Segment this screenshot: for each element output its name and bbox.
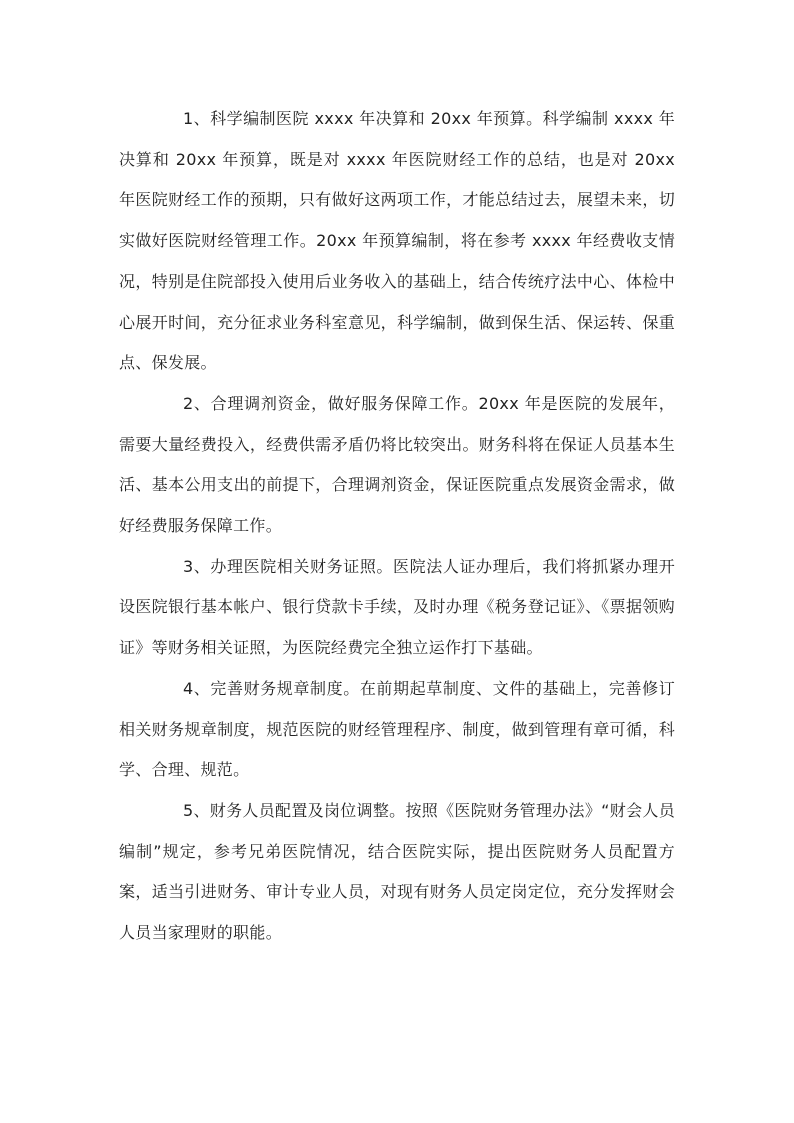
- paragraph-5: 5、财务人员配置及岗位调整。按照《医院财务管理办法》“财会人员编制”规定，参考兄弟医院情况，结合医院实际，提出医院财务人员配置方案，适当引进财务、审计专业人员，对现有财务人员定岗定位，充分发挥财会人员当家理财的职能。: [119, 800, 675, 943]
- paragraph-2: 2、合理调剂资金，做好服务保障工作。20xx 年是医院的发展年，需要大量经费投入，经费供需矛盾仍将比较突出。财务科将在保证人员基本生活、基本公用支出的前提下，合理调剂资金，保证医院重点发展资金需求，做好经费服务保障工作。: [119, 393, 675, 536]
- paragraph-1: 1、科学编制医院 xxxx 年决算和 20xx 年预算。科学编制 xxxx 年决算和 20xx 年预算，既是对 xxxx 年医院财经工作的总结，也是对 20xx 年医院财经工作的预期，只有做好这两项工作，才能总结过去，展望未来，切实做好医院财经管理工作。20xx 年预算编制，将在参考 xxxx 年经费收支情况，特别是住院部投入使用后业务收入的基础上，结合传统疗法中心、体检中心展开时间，充分征求业务科室意见，科学编制，做到保生活、保运转、保重点、保发展。: [119, 109, 675, 373]
- paragraph-3: 3、办理医院相关财务证照。医院法人证办理后，我们将抓紧办理开设医院银行基本帐户、银行贷款卡手续，及时办理《税务登记证》、《票据领购证》等财务相关证照，为医院经费完全独立运作打下基础。: [119, 556, 675, 658]
- paragraph-4: 4、完善财务规章制度。在前期起草制度、文件的基础上，完善修订相关财务规章制度，规范医院的财经管理程序、制度，做到管理有章可循，科学、合理、规范。: [119, 678, 675, 780]
- document-body: [119, 99, 675, 954]
